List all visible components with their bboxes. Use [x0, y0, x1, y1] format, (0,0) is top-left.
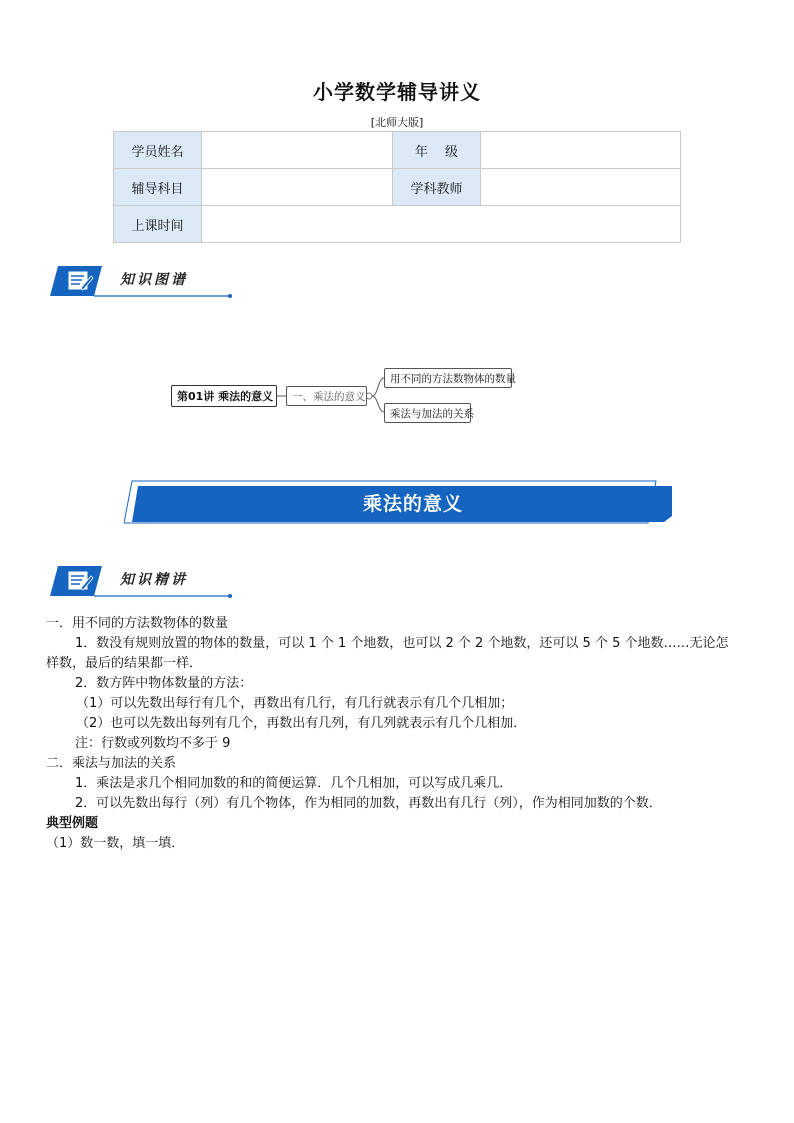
teacher-field[interactable]: [481, 169, 681, 206]
student-info-table: [113, 131, 681, 243]
content-paragraph: （2）也可以先数出每列有几个，再数出有几列，有几列就表示有几个几相加．: [76, 716, 527, 731]
content-paragraph: 1．乘法是求几个相同加数的和的简便运算．几个几相加，可以写成几乘几．: [75, 776, 513, 791]
document-title: 小学数学辅导讲义: [313, 80, 481, 104]
lecture-content: [46, 614, 756, 854]
subject-field[interactable]: [202, 169, 393, 206]
teacher-label: 学科教师: [393, 169, 481, 206]
mindmap-root-node: 第01讲 乘法的意义: [171, 385, 277, 407]
content-note: 注：行数或列数均不多于 9: [75, 736, 231, 751]
content-paragraph: 2．数方阵中物体数量的方法：: [75, 676, 253, 691]
class-time-field[interactable]: [202, 206, 681, 243]
grade-label: 年 级: [393, 132, 481, 169]
subject-label: 辅导科目: [114, 169, 202, 206]
student-name-field[interactable]: [202, 132, 393, 169]
mindmap-branch-node: 一、乘法的意义: [286, 386, 367, 406]
section-heading-text: 知识图谱: [120, 272, 188, 288]
content-paragraph: 1．数没有规则放置的物体的数量，可以 1 个 1 个地数，也可以 2 个 2 个地数，还可以 5 个 5 个地数……无论怎: [75, 636, 729, 651]
knowledge-map-heading: [50, 266, 235, 298]
grade-field[interactable]: [481, 132, 681, 169]
content-paragraph: （1）可以先数出每行有几个，再数出有几行，有几行就表示有几个几相加；: [76, 696, 514, 711]
edition-label: [北师大版]: [370, 116, 424, 129]
mindmap-leaf-node: 用不同的方法数物体的数量: [384, 368, 512, 388]
content-heading: 二．乘法与加法的关系: [46, 756, 177, 771]
example-heading: 典型例题: [46, 816, 99, 831]
mindmap-leaf-node: 乘法与加法的关系: [384, 403, 471, 423]
content-paragraph: 2．可以先数出每行（列）有几个物体，作为相同的加数，再数出有几行（列），作为相同加数的个数．: [75, 796, 662, 811]
section-heading-text: 知识精讲: [120, 572, 188, 588]
knowledge-lecture-heading: [50, 566, 235, 598]
banner-title: 乘法的意义: [362, 492, 463, 515]
class-time-label: 上课时间: [114, 206, 202, 243]
student-name-label: 学员姓名: [114, 132, 202, 169]
example-question: （1）数一数，填一填．: [46, 836, 185, 851]
lesson-banner: [124, 480, 672, 524]
content-paragraph: 样数，最后的结果都一样．: [46, 656, 203, 671]
content-heading: 一．用不同的方法数物体的数量: [46, 616, 229, 631]
